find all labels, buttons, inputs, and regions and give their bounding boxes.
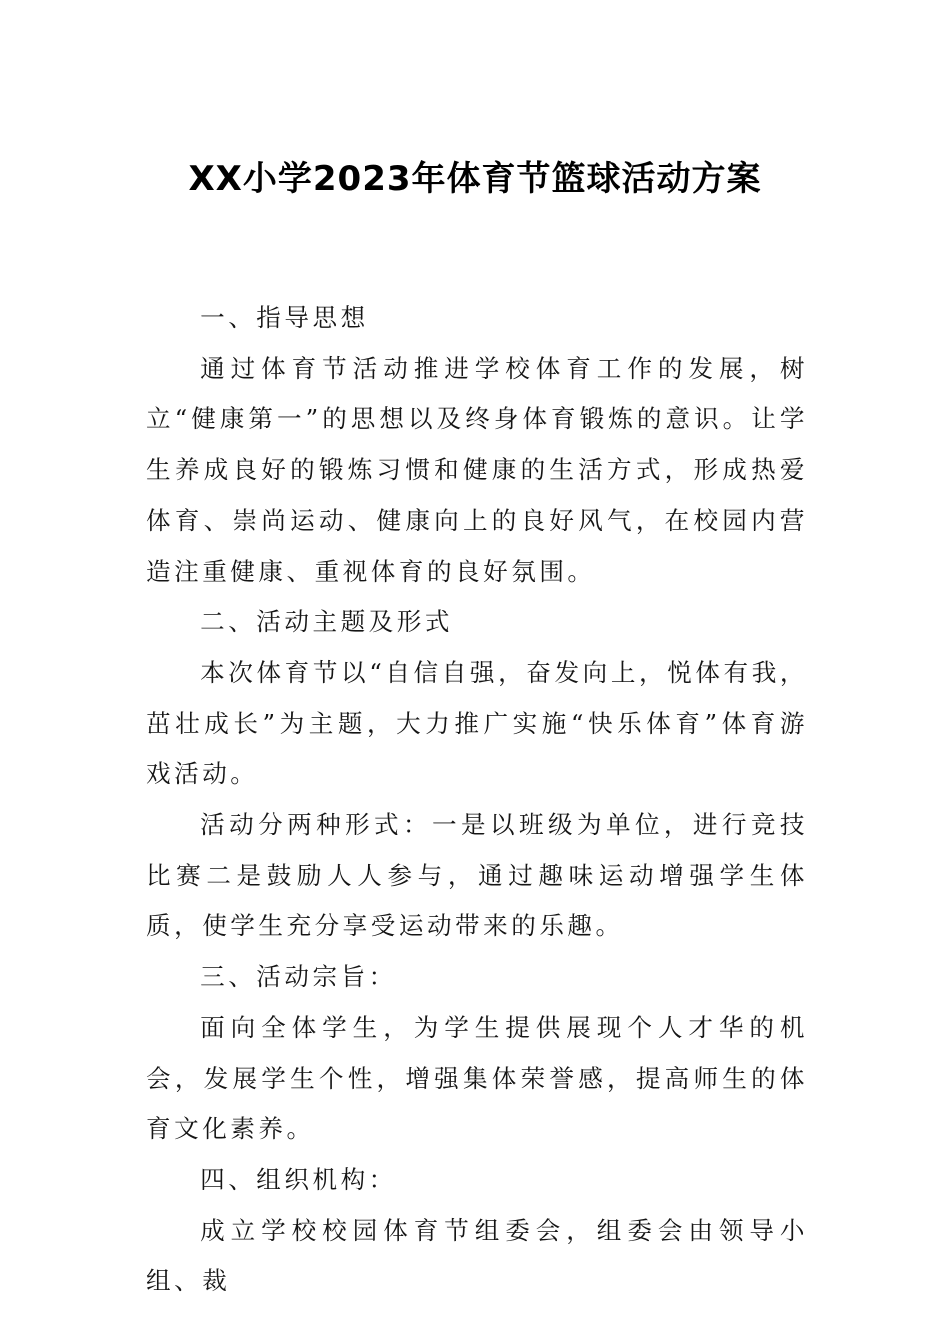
- heading-purpose: 三、活动宗旨：: [200, 962, 397, 992]
- heading-theme-and-form: 二、活动主题及形式: [200, 607, 453, 637]
- heading-organization: 四、组织机构：: [200, 1164, 397, 1194]
- document-body: [146, 293, 808, 1307]
- paragraph-form: 活动分两种形式：一是以班级为单位，进行竞技比赛二是鼓励人人参与，通过趣味运动增强学生体质，使学生充分享受运动带来的乐趣。: [146, 810, 808, 941]
- paragraph-organization: 成立学校校园体育节组委会，组委会由领导小组、裁: [146, 1215, 808, 1296]
- paragraph-purpose: 面向全体学生，为学生提供展现个人才华的机会，发展学生个性，增强集体荣誉感，提高师生的体育文化素养。: [146, 1012, 808, 1144]
- paragraph-theme: 本次体育节以“自信自强，奋发向上，悦体有我，茁壮成长”为主题，大力推广实施“快乐体育”体育游戏活动。: [146, 657, 808, 789]
- document-title: XX小学2023年体育节篮球活动方案: [188, 159, 762, 199]
- paragraph-guiding-ideology: 通过体育节活动推进学校体育工作的发展，树立“健康第一”的思想以及终身体育锻炼的意识。让学生养成良好的锻炼习惯和健康的生活方式，形成热爱体育、崇尚运动、健康向上的良好风气，在校园内营造注重健康、重视体育的良好氛围。: [146, 353, 808, 586]
- heading-guiding-ideology: 一、指导思想: [200, 303, 369, 332]
